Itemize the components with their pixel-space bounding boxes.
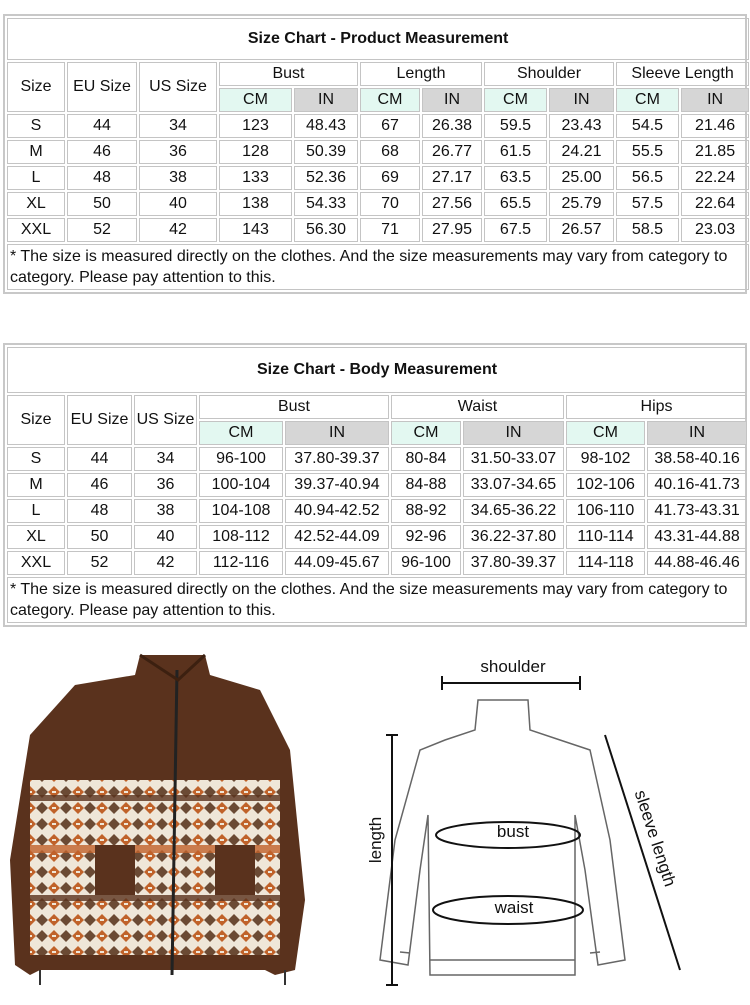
column-group-header: Bust bbox=[199, 395, 389, 419]
unit-header-cm: CM bbox=[219, 88, 292, 112]
table-cell: 37.80-39.37 bbox=[463, 551, 564, 575]
table-cell: 24.21 bbox=[549, 140, 614, 164]
table-title: Size Chart - Product Measurement bbox=[7, 18, 749, 60]
table-cell: 55.5 bbox=[616, 140, 679, 164]
table-cell: 40 bbox=[134, 525, 197, 549]
unit-header-in: IN bbox=[285, 421, 389, 445]
table-cell: M bbox=[7, 473, 65, 497]
table-cell: 63.5 bbox=[484, 166, 547, 190]
table-cell: 27.56 bbox=[422, 192, 482, 216]
table-cell: 23.43 bbox=[549, 114, 614, 138]
table-row bbox=[7, 525, 747, 549]
table-cell: 112-116 bbox=[199, 551, 283, 575]
unit-header-cm: CM bbox=[360, 88, 420, 112]
table-cell: 50 bbox=[67, 192, 137, 216]
table-cell: 67.5 bbox=[484, 218, 547, 242]
header-group-row bbox=[7, 62, 749, 86]
table-cell: 27.17 bbox=[422, 166, 482, 190]
table-cell: 48.43 bbox=[294, 114, 358, 138]
table-cell: 42 bbox=[134, 551, 197, 575]
table-cell: 26.57 bbox=[549, 218, 614, 242]
table-cell: 43.31-44.88 bbox=[647, 525, 747, 549]
table-cell: 102-106 bbox=[566, 473, 645, 497]
table-cell: 21.85 bbox=[681, 140, 749, 164]
column-header: Size bbox=[7, 395, 65, 445]
unit-header-in: IN bbox=[549, 88, 614, 112]
table-cell: 56.30 bbox=[294, 218, 358, 242]
column-header: EU Size bbox=[67, 62, 137, 112]
length-label: length bbox=[366, 816, 385, 864]
table-cell: 31.50-33.07 bbox=[463, 447, 564, 471]
table-cell: 22.64 bbox=[681, 192, 749, 216]
table-cell: 96-100 bbox=[391, 551, 461, 575]
table-cell: 36 bbox=[134, 473, 197, 497]
table-row bbox=[7, 447, 747, 471]
table-cell: 50 bbox=[67, 525, 132, 549]
table-cell: 26.77 bbox=[422, 140, 482, 164]
table-cell: 65.5 bbox=[484, 192, 547, 216]
table-title: Size Chart - Body Measurement bbox=[7, 347, 747, 393]
table-cell: 52 bbox=[67, 551, 132, 575]
table-cell: 23.03 bbox=[681, 218, 749, 242]
shoulder-label: shoulder bbox=[480, 657, 546, 676]
table-cell: 54.33 bbox=[294, 192, 358, 216]
table-cell: 38.58-40.16 bbox=[647, 447, 747, 471]
table-cell: 27.95 bbox=[422, 218, 482, 242]
table-cell: 69 bbox=[360, 166, 420, 190]
table-cell: 98-102 bbox=[566, 447, 645, 471]
table-cell: XL bbox=[7, 525, 65, 549]
column-group-header: Sleeve Length bbox=[616, 62, 749, 86]
table-cell: 57.5 bbox=[616, 192, 679, 216]
table-cell: 37.80-39.37 bbox=[285, 447, 389, 471]
table-cell: 108-112 bbox=[199, 525, 283, 549]
column-group-header: Shoulder bbox=[484, 62, 614, 86]
table-cell: 34 bbox=[134, 447, 197, 471]
table-cell: 40.16-41.73 bbox=[647, 473, 747, 497]
sleeve-length-label: sleeve length bbox=[630, 787, 680, 889]
table-cell: 39.37-40.94 bbox=[285, 473, 389, 497]
table-cell: 59.5 bbox=[484, 114, 547, 138]
table-cell: 106-110 bbox=[566, 499, 645, 523]
table-cell: 114-118 bbox=[566, 551, 645, 575]
table-row bbox=[7, 499, 747, 523]
column-header: Size bbox=[7, 62, 65, 112]
table-cell: 33.07-34.65 bbox=[463, 473, 564, 497]
table-cell: 88-92 bbox=[391, 499, 461, 523]
table-cell: S bbox=[7, 447, 65, 471]
unit-header-in: IN bbox=[647, 421, 747, 445]
table-cell: 44 bbox=[67, 114, 137, 138]
table-cell: 54.5 bbox=[616, 114, 679, 138]
table-cell: 36.22-37.80 bbox=[463, 525, 564, 549]
unit-header-cm: CM bbox=[616, 88, 679, 112]
table-cell: XXL bbox=[7, 218, 65, 242]
column-group-header: Bust bbox=[219, 62, 358, 86]
table-cell: 58.5 bbox=[616, 218, 679, 242]
unit-header-in: IN bbox=[422, 88, 482, 112]
table-cell: L bbox=[7, 166, 65, 190]
jacket-photo bbox=[10, 655, 305, 985]
table-cell: 128 bbox=[219, 140, 292, 164]
table-cell: 92-96 bbox=[391, 525, 461, 549]
table-row bbox=[7, 166, 749, 190]
table-cell: 52 bbox=[67, 218, 137, 242]
table-cell: 40.94-42.52 bbox=[285, 499, 389, 523]
table-cell: 21.46 bbox=[681, 114, 749, 138]
table-cell: M bbox=[7, 140, 65, 164]
table-row bbox=[7, 218, 749, 242]
table-cell: 36 bbox=[139, 140, 217, 164]
table-cell: 84-88 bbox=[391, 473, 461, 497]
table-cell: 25.00 bbox=[549, 166, 614, 190]
table-cell: 96-100 bbox=[199, 447, 283, 471]
table-cell: 42 bbox=[139, 218, 217, 242]
table-cell: 123 bbox=[219, 114, 292, 138]
table-row bbox=[7, 192, 749, 216]
table-cell: XXL bbox=[7, 551, 65, 575]
column-header: EU Size bbox=[67, 395, 132, 445]
table-cell: 110-114 bbox=[566, 525, 645, 549]
table-cell: 52.36 bbox=[294, 166, 358, 190]
table-cell: 38 bbox=[139, 166, 217, 190]
table-cell: 71 bbox=[360, 218, 420, 242]
table-cell: 41.73-43.31 bbox=[647, 499, 747, 523]
table-row bbox=[7, 551, 747, 575]
unit-header-cm: CM bbox=[484, 88, 547, 112]
table-cell: 143 bbox=[219, 218, 292, 242]
note-row bbox=[7, 244, 749, 290]
table-cell: 44.88-46.46 bbox=[647, 551, 747, 575]
unit-header-in: IN bbox=[463, 421, 564, 445]
table-row bbox=[7, 473, 747, 497]
table-cell: L bbox=[7, 499, 65, 523]
unit-header-cm: CM bbox=[199, 421, 283, 445]
body-measurement-table bbox=[3, 343, 747, 627]
unit-header-in: IN bbox=[294, 88, 358, 112]
table-cell: 44.09-45.67 bbox=[285, 551, 389, 575]
product-measurement-table bbox=[3, 14, 747, 294]
table-cell: 50.39 bbox=[294, 140, 358, 164]
table-cell: 67 bbox=[360, 114, 420, 138]
column-header: US Size bbox=[139, 62, 217, 112]
table-cell: 46 bbox=[67, 140, 137, 164]
waist-label: waist bbox=[494, 898, 534, 917]
table-cell: 34 bbox=[139, 114, 217, 138]
table-cell: 104-108 bbox=[199, 499, 283, 523]
table-cell: 138 bbox=[219, 192, 292, 216]
table-cell: 48 bbox=[67, 499, 132, 523]
column-group-header: Length bbox=[360, 62, 482, 86]
column-group-header: Hips bbox=[566, 395, 747, 419]
table-cell: 44 bbox=[67, 447, 132, 471]
table-cell: 42.52-44.09 bbox=[285, 525, 389, 549]
table-cell: 46 bbox=[67, 473, 132, 497]
unit-header-in: IN bbox=[681, 88, 749, 112]
table-row bbox=[7, 140, 749, 164]
table-cell: 61.5 bbox=[484, 140, 547, 164]
table-cell: 22.24 bbox=[681, 166, 749, 190]
table-cell: 68 bbox=[360, 140, 420, 164]
bust-label: bust bbox=[496, 822, 530, 841]
measurement-note: * The size is measured directly on the clothes. And the size measurements may vary from category to category. Please pay attention to this. bbox=[7, 244, 749, 290]
table-cell: XL bbox=[7, 192, 65, 216]
product-illustration-area bbox=[0, 640, 750, 1000]
unit-header-cm: CM bbox=[391, 421, 461, 445]
column-header: US Size bbox=[134, 395, 197, 445]
table-cell: 70 bbox=[360, 192, 420, 216]
unit-header-cm: CM bbox=[566, 421, 645, 445]
table-cell: 100-104 bbox=[199, 473, 283, 497]
table-cell: 40 bbox=[139, 192, 217, 216]
table-cell: 38 bbox=[134, 499, 197, 523]
table-cell: 25.79 bbox=[549, 192, 614, 216]
table-cell: 80-84 bbox=[391, 447, 461, 471]
table-cell: 34.65-36.22 bbox=[463, 499, 564, 523]
table-cell: 26.38 bbox=[422, 114, 482, 138]
note-row bbox=[7, 577, 747, 623]
table-row bbox=[7, 114, 749, 138]
column-group-header: Waist bbox=[391, 395, 564, 419]
measurement-note: * The size is measured directly on the clothes. And the size measurements may vary from category to category. Please pay attention to this. bbox=[7, 577, 747, 623]
table-cell: 56.5 bbox=[616, 166, 679, 190]
table-cell: 48 bbox=[67, 166, 137, 190]
table-cell: S bbox=[7, 114, 65, 138]
table-cell: 133 bbox=[219, 166, 292, 190]
header-group-row bbox=[7, 395, 747, 419]
